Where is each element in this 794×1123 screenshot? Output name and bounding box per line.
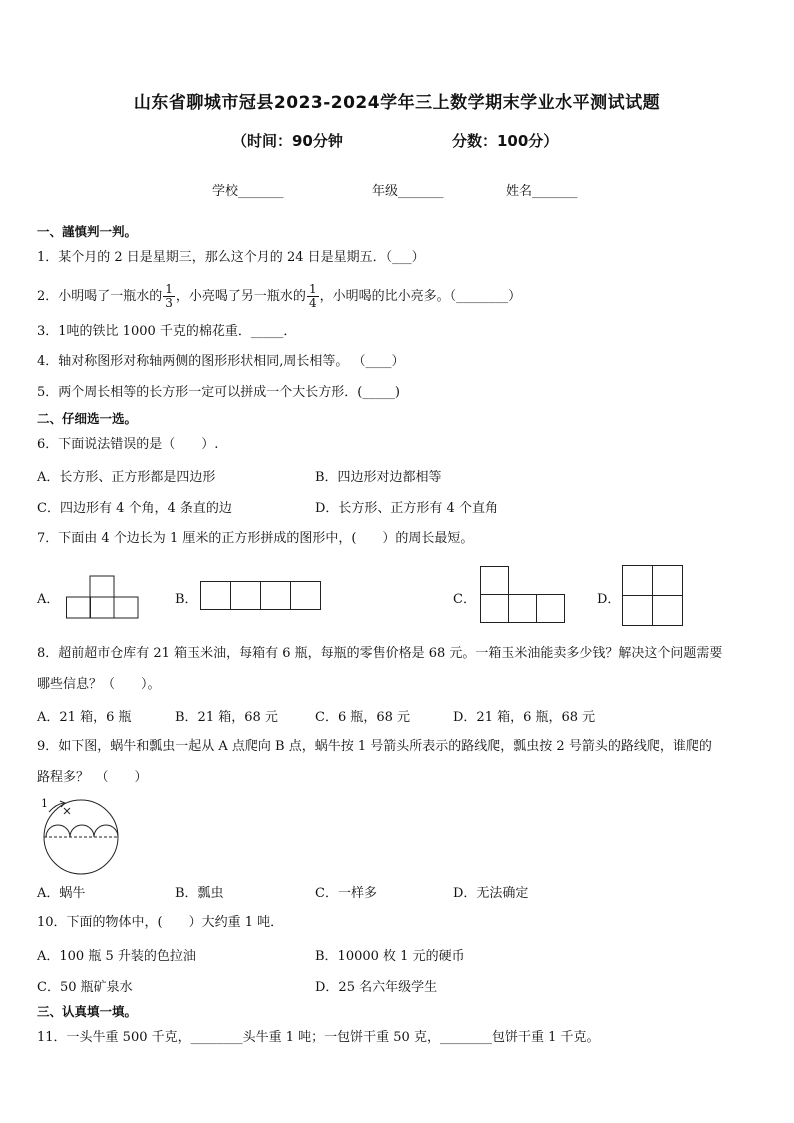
question-3: 3．1吨的铁比 1000 千克的棉花重．_____． <box>37 324 297 339</box>
question-8-option-c[interactable]: C．6 瓶，68 元 <box>315 710 411 725</box>
question-7-option-d[interactable]: D． <box>597 592 621 607</box>
shape-straight-tetromino <box>200 581 322 611</box>
question-7-option-a[interactable]: A． <box>37 592 60 607</box>
question-11: 11．一头牛重 500 千克，________头牛重 1 吨；一包饼干重 50 克，________包饼干重 1 千克。 <box>37 1030 600 1045</box>
section-heading-judge: 一、謹慎判一判。 <box>37 224 138 239</box>
question-10: 10．下面的物体中，( ）大约重 1 吨． <box>37 915 284 930</box>
shape-l-tetromino <box>480 566 566 624</box>
question-2-pre: 2．小明喝了一瓶水的 <box>37 289 163 304</box>
question-6-option-b[interactable]: B．四边形对边都相等 <box>315 470 442 485</box>
question-2-post: ，小明喝的比小亮多。（________） <box>319 289 522 304</box>
section-heading-fill: 三、认真填一填。 <box>37 1004 138 1019</box>
question-8-line-1: 8．超前超市仓库有 21 箱玉米油，每箱有 6 瓶，每瓶的零售价格是 68 元。一箱玉米油能卖多少钱？解决这个问题需要 <box>37 646 723 661</box>
question-10-option-c[interactable]: C．50 瓶矿泉水 <box>37 980 133 995</box>
question-8-option-d[interactable]: D．21 箱，6 瓶，68 元 <box>453 710 596 725</box>
question-8-line-2: 哪些信息？（ ）。 <box>37 677 161 692</box>
question-8-option-b[interactable]: B．21 箱，68 元 <box>175 710 278 725</box>
question-7-option-c[interactable]: C． <box>453 592 476 607</box>
question-9-option-d[interactable]: D．无法确定 <box>453 886 529 901</box>
circle-route-figure <box>40 800 124 876</box>
grade-field[interactable]: 年级_______ <box>372 184 444 199</box>
question-8-option-a[interactable]: A．21 箱，6 瓶 <box>37 710 132 725</box>
question-2 <box>37 283 521 310</box>
question-6-option-d[interactable]: D．长方形、正方形有 4 个直角 <box>315 501 498 516</box>
question-5: 5．两个周长相等的长方形一定可以拼成一个大长方形．(_____) <box>37 385 400 400</box>
question-6: 6．下面说法错误的是（ ）. <box>37 437 219 452</box>
figure-route-label-1: 1 <box>41 797 48 810</box>
exam-time: （时间：90分钟 <box>232 132 343 150</box>
question-9-line-2: 路程多？ （ ） <box>37 770 148 785</box>
question-9-line-1: 9．如下图，蜗牛和瓢虫一起从 A 点爬向 B 点，蜗牛按 1 号箭头所表示的路线爬，瓢虫按 2 号箭头的路线爬，谁爬的 <box>37 739 712 754</box>
shape-t-tetromino <box>66 576 140 620</box>
question-9-option-b[interactable]: B．瓢虫 <box>175 886 224 901</box>
exam-score: 分数：100分） <box>452 132 559 150</box>
question-9-option-c[interactable]: C．一样多 <box>315 886 377 901</box>
question-6-option-c[interactable]: C．四边形有 4 个角，4 条直的边 <box>37 501 232 516</box>
name-field[interactable]: 姓名_______ <box>506 184 578 199</box>
page-title: 山东省聊城市冠县2023-2024学年三上数学期末学业水平测试试题 <box>133 93 661 113</box>
question-7-option-b[interactable]: B． <box>175 592 198 607</box>
fraction-one-quarter: $\frac{1}{4}$ <box>308 282 317 310</box>
school-field[interactable]: 学校_______ <box>212 184 284 199</box>
question-7: 7．下面由 4 个边长为 1 厘米的正方形拼成的图形中，( ）的周长最短。 <box>37 531 474 546</box>
question-1: 1．某个月的 2 日是星期三，那么这个月的 24 日是星期五．（___） <box>37 250 425 265</box>
question-6-option-a[interactable]: A．长方形、正方形都是四边形 <box>37 470 216 485</box>
section-heading-choose: 二、仔细选一选。 <box>37 411 138 426</box>
question-10-option-d[interactable]: D．25 名六年级学生 <box>315 980 438 995</box>
question-2-mid: ，小亮喝了另一瓶水的 <box>175 289 306 304</box>
fraction-one-third: $\frac{1}{3}$ <box>165 282 173 310</box>
question-4: 4．轴对称图形对称轴两侧的图形形状相同,周长相等。 （____） <box>37 354 405 369</box>
question-10-option-b[interactable]: B．10000 枚 1 元的硬币 <box>315 949 465 964</box>
question-9-option-a[interactable]: A．蜗牛 <box>37 886 86 901</box>
question-10-option-a[interactable]: A．100 瓶 5 升装的色拉油 <box>37 949 196 964</box>
shape-square-tetromino <box>622 565 684 627</box>
